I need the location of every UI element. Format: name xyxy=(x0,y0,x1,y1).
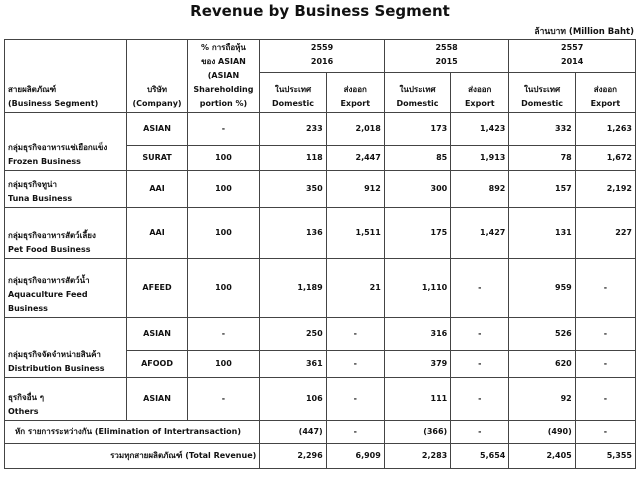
header-share-line: % การถือหุ้น xyxy=(201,43,246,52)
company-cell: ASIAN xyxy=(127,318,187,351)
domestic-th: ในประเทศ xyxy=(523,85,561,94)
domestic-en: Domestic xyxy=(272,99,314,108)
domestic-value: 332 xyxy=(509,113,575,146)
export-value: 1,672 xyxy=(575,146,635,171)
export-value: 1,263 xyxy=(575,113,635,146)
export-value: 5,654 xyxy=(451,444,509,469)
segment-name-en: Distribution Business xyxy=(8,364,105,373)
export-en: Export xyxy=(340,99,371,108)
domestic-value: 2,296 xyxy=(260,444,326,469)
table-body xyxy=(5,40,636,469)
domestic-value: 1,189 xyxy=(260,259,326,318)
export-value: 6,909 xyxy=(326,444,384,469)
header-export xyxy=(451,73,509,113)
export-value: 21 xyxy=(326,259,384,318)
domestic-value: 111 xyxy=(384,378,450,421)
export-value: - xyxy=(575,351,635,378)
export-value: 1,913 xyxy=(451,146,509,171)
segment-name-en: Tuna Business xyxy=(8,194,73,203)
header-domestic xyxy=(260,73,326,113)
segment-name-en: Pet Food Business xyxy=(8,245,91,254)
export-value: 2,192 xyxy=(575,171,635,208)
share-cell: - xyxy=(187,378,260,421)
header-row-years xyxy=(5,40,636,73)
export-th: ส่งออก xyxy=(343,85,367,94)
share-cell: 100 xyxy=(187,259,260,318)
elimination-row-label: หัก รายการระหว่างกัน (Elimination of Intertransaction) xyxy=(5,421,260,444)
header-company xyxy=(127,40,187,113)
header-company-th: บริษัท xyxy=(147,85,167,94)
segment-name-en: Frozen Business xyxy=(8,157,81,166)
year-th: 2557 xyxy=(561,43,584,52)
segment-name-th: กลุ่มธุรกิจอาหารแช่เยือกแข็ง xyxy=(8,143,108,152)
elimination-row xyxy=(5,421,636,444)
export-value: - xyxy=(575,378,635,421)
domestic-value: 620 xyxy=(509,351,575,378)
export-value: - xyxy=(575,421,635,444)
export-value: 2,018 xyxy=(326,113,384,146)
export-th: ส่งออก xyxy=(593,85,617,94)
table-row xyxy=(5,113,636,146)
domestic-value: 131 xyxy=(509,208,575,259)
domestic-th: ในประเทศ xyxy=(399,85,436,94)
share-cell: - xyxy=(187,113,260,146)
segment-cell xyxy=(5,171,127,208)
export-value: 1,511 xyxy=(326,208,384,259)
domestic-value: 316 xyxy=(384,318,450,351)
export-value: 5,355 xyxy=(575,444,635,469)
header-year-2015 xyxy=(384,40,509,73)
revenue-table xyxy=(4,39,636,469)
header-share-line: portion %) xyxy=(199,99,248,108)
domestic-value: 526 xyxy=(509,318,575,351)
header-domestic xyxy=(509,73,575,113)
domestic-value: (490) xyxy=(509,421,575,444)
company-cell: ASIAN xyxy=(127,378,187,421)
domestic-value: 85 xyxy=(384,146,450,171)
header-year-2016 xyxy=(260,40,385,73)
company-cell: AFOOD xyxy=(127,351,187,378)
segment-name-en: Others xyxy=(8,407,39,416)
table-row xyxy=(5,171,636,208)
company-cell: AAI xyxy=(127,171,187,208)
table-row xyxy=(5,208,636,259)
segment-name-th: กลุ่มธุรกิจจัดจำหน่ายสินค้า xyxy=(8,350,101,359)
domestic-value: 250 xyxy=(260,318,326,351)
domestic-value: 2,283 xyxy=(384,444,450,469)
total-row-label: รวมทุกสายผลิตภัณฑ์ (Total Revenue) xyxy=(5,444,260,469)
page-title: Revenue by Business Segment xyxy=(190,2,450,20)
year-en: 2016 xyxy=(310,57,334,66)
total-row xyxy=(5,444,636,469)
export-value: - xyxy=(451,421,509,444)
header-share-line: Shareholding xyxy=(193,85,254,94)
domestic-en: Domestic xyxy=(396,99,439,108)
domestic-value: 92 xyxy=(509,378,575,421)
share-cell: - xyxy=(187,318,260,351)
export-value: - xyxy=(451,378,509,421)
header-domestic xyxy=(384,73,450,113)
segment-name-th: ธุรกิจอื่น ๆ xyxy=(8,393,45,402)
header-segment-en: (Business Segment) xyxy=(8,99,99,108)
company-cell: AFEED xyxy=(127,259,187,318)
header-export xyxy=(326,73,384,113)
domestic-value: 136 xyxy=(260,208,326,259)
header-company-en: (Company) xyxy=(132,99,182,108)
table-row xyxy=(5,259,636,318)
segment-name-th: กลุ่มธุรกิจอาหารสัตว์เลี้ยง xyxy=(8,231,96,240)
export-value: - xyxy=(451,259,509,318)
domestic-value: 361 xyxy=(260,351,326,378)
domestic-th: ในประเทศ xyxy=(274,85,312,94)
domestic-value: 106 xyxy=(260,378,326,421)
domestic-value: 959 xyxy=(509,259,575,318)
company-cell: ASIAN xyxy=(127,113,187,146)
export-en: Export xyxy=(464,99,495,108)
domestic-value: 173 xyxy=(384,113,450,146)
export-value: 912 xyxy=(326,171,384,208)
export-th: ส่งออก xyxy=(468,85,492,94)
segment-cell xyxy=(5,318,127,378)
export-value: - xyxy=(326,318,384,351)
header-share xyxy=(187,40,260,113)
segment-cell xyxy=(5,113,127,171)
unit-label: ล้านบาท (Million Baht) xyxy=(534,27,634,37)
share-cell: 100 xyxy=(187,171,260,208)
domestic-value: (366) xyxy=(384,421,450,444)
domestic-value: (447) xyxy=(260,421,326,444)
export-value: 1,427 xyxy=(451,208,509,259)
export-value: - xyxy=(326,421,384,444)
export-value: 2,447 xyxy=(326,146,384,171)
year-th: 2558 xyxy=(435,43,458,52)
export-value: - xyxy=(326,351,384,378)
domestic-value: 300 xyxy=(384,171,450,208)
domestic-value: 379 xyxy=(384,351,450,378)
domestic-en: Domestic xyxy=(521,99,564,108)
header-share-line: (ASIAN xyxy=(207,71,240,80)
year-th: 2559 xyxy=(310,43,334,52)
header-export xyxy=(575,73,635,113)
table-row xyxy=(5,378,636,421)
segment-cell xyxy=(5,378,127,421)
share-cell: 100 xyxy=(187,146,260,171)
export-value: - xyxy=(326,378,384,421)
domestic-value: 233 xyxy=(260,113,326,146)
segment-cell xyxy=(5,208,127,259)
company-cell: SURAT xyxy=(127,146,187,171)
domestic-value: 78 xyxy=(509,146,575,171)
export-value: - xyxy=(575,318,635,351)
header-share-line: ของ ASIAN xyxy=(201,57,246,66)
export-value: 227 xyxy=(575,208,635,259)
domestic-value: 1,110 xyxy=(384,259,450,318)
header-year-2014 xyxy=(509,40,636,73)
export-en: Export xyxy=(590,99,621,108)
table-row xyxy=(5,318,636,351)
segment-cell xyxy=(5,259,127,318)
export-value: 1,423 xyxy=(451,113,509,146)
export-value: - xyxy=(451,318,509,351)
segment-name-en: Aquaculture Feed Business xyxy=(8,290,88,313)
header-segment xyxy=(5,40,127,113)
company-cell: AAI xyxy=(127,208,187,259)
export-value: - xyxy=(575,259,635,318)
share-cell: 100 xyxy=(187,351,260,378)
year-en: 2015 xyxy=(435,57,458,66)
header-segment-th: สายผลิตภัณฑ์ xyxy=(8,85,57,94)
domestic-value: 157 xyxy=(509,171,575,208)
segment-name-th: กลุ่มธุรกิจอาหารสัตว์น้ำ xyxy=(8,276,90,285)
export-value: 892 xyxy=(451,171,509,208)
segment-name-th: กลุ่มธุรกิจทูน่า xyxy=(8,180,57,189)
domestic-value: 350 xyxy=(260,171,326,208)
domestic-value: 175 xyxy=(384,208,450,259)
export-value: - xyxy=(451,351,509,378)
domestic-value: 2,405 xyxy=(509,444,575,469)
year-en: 2014 xyxy=(561,57,584,66)
domestic-value: 118 xyxy=(260,146,326,171)
share-cell: 100 xyxy=(187,208,260,259)
